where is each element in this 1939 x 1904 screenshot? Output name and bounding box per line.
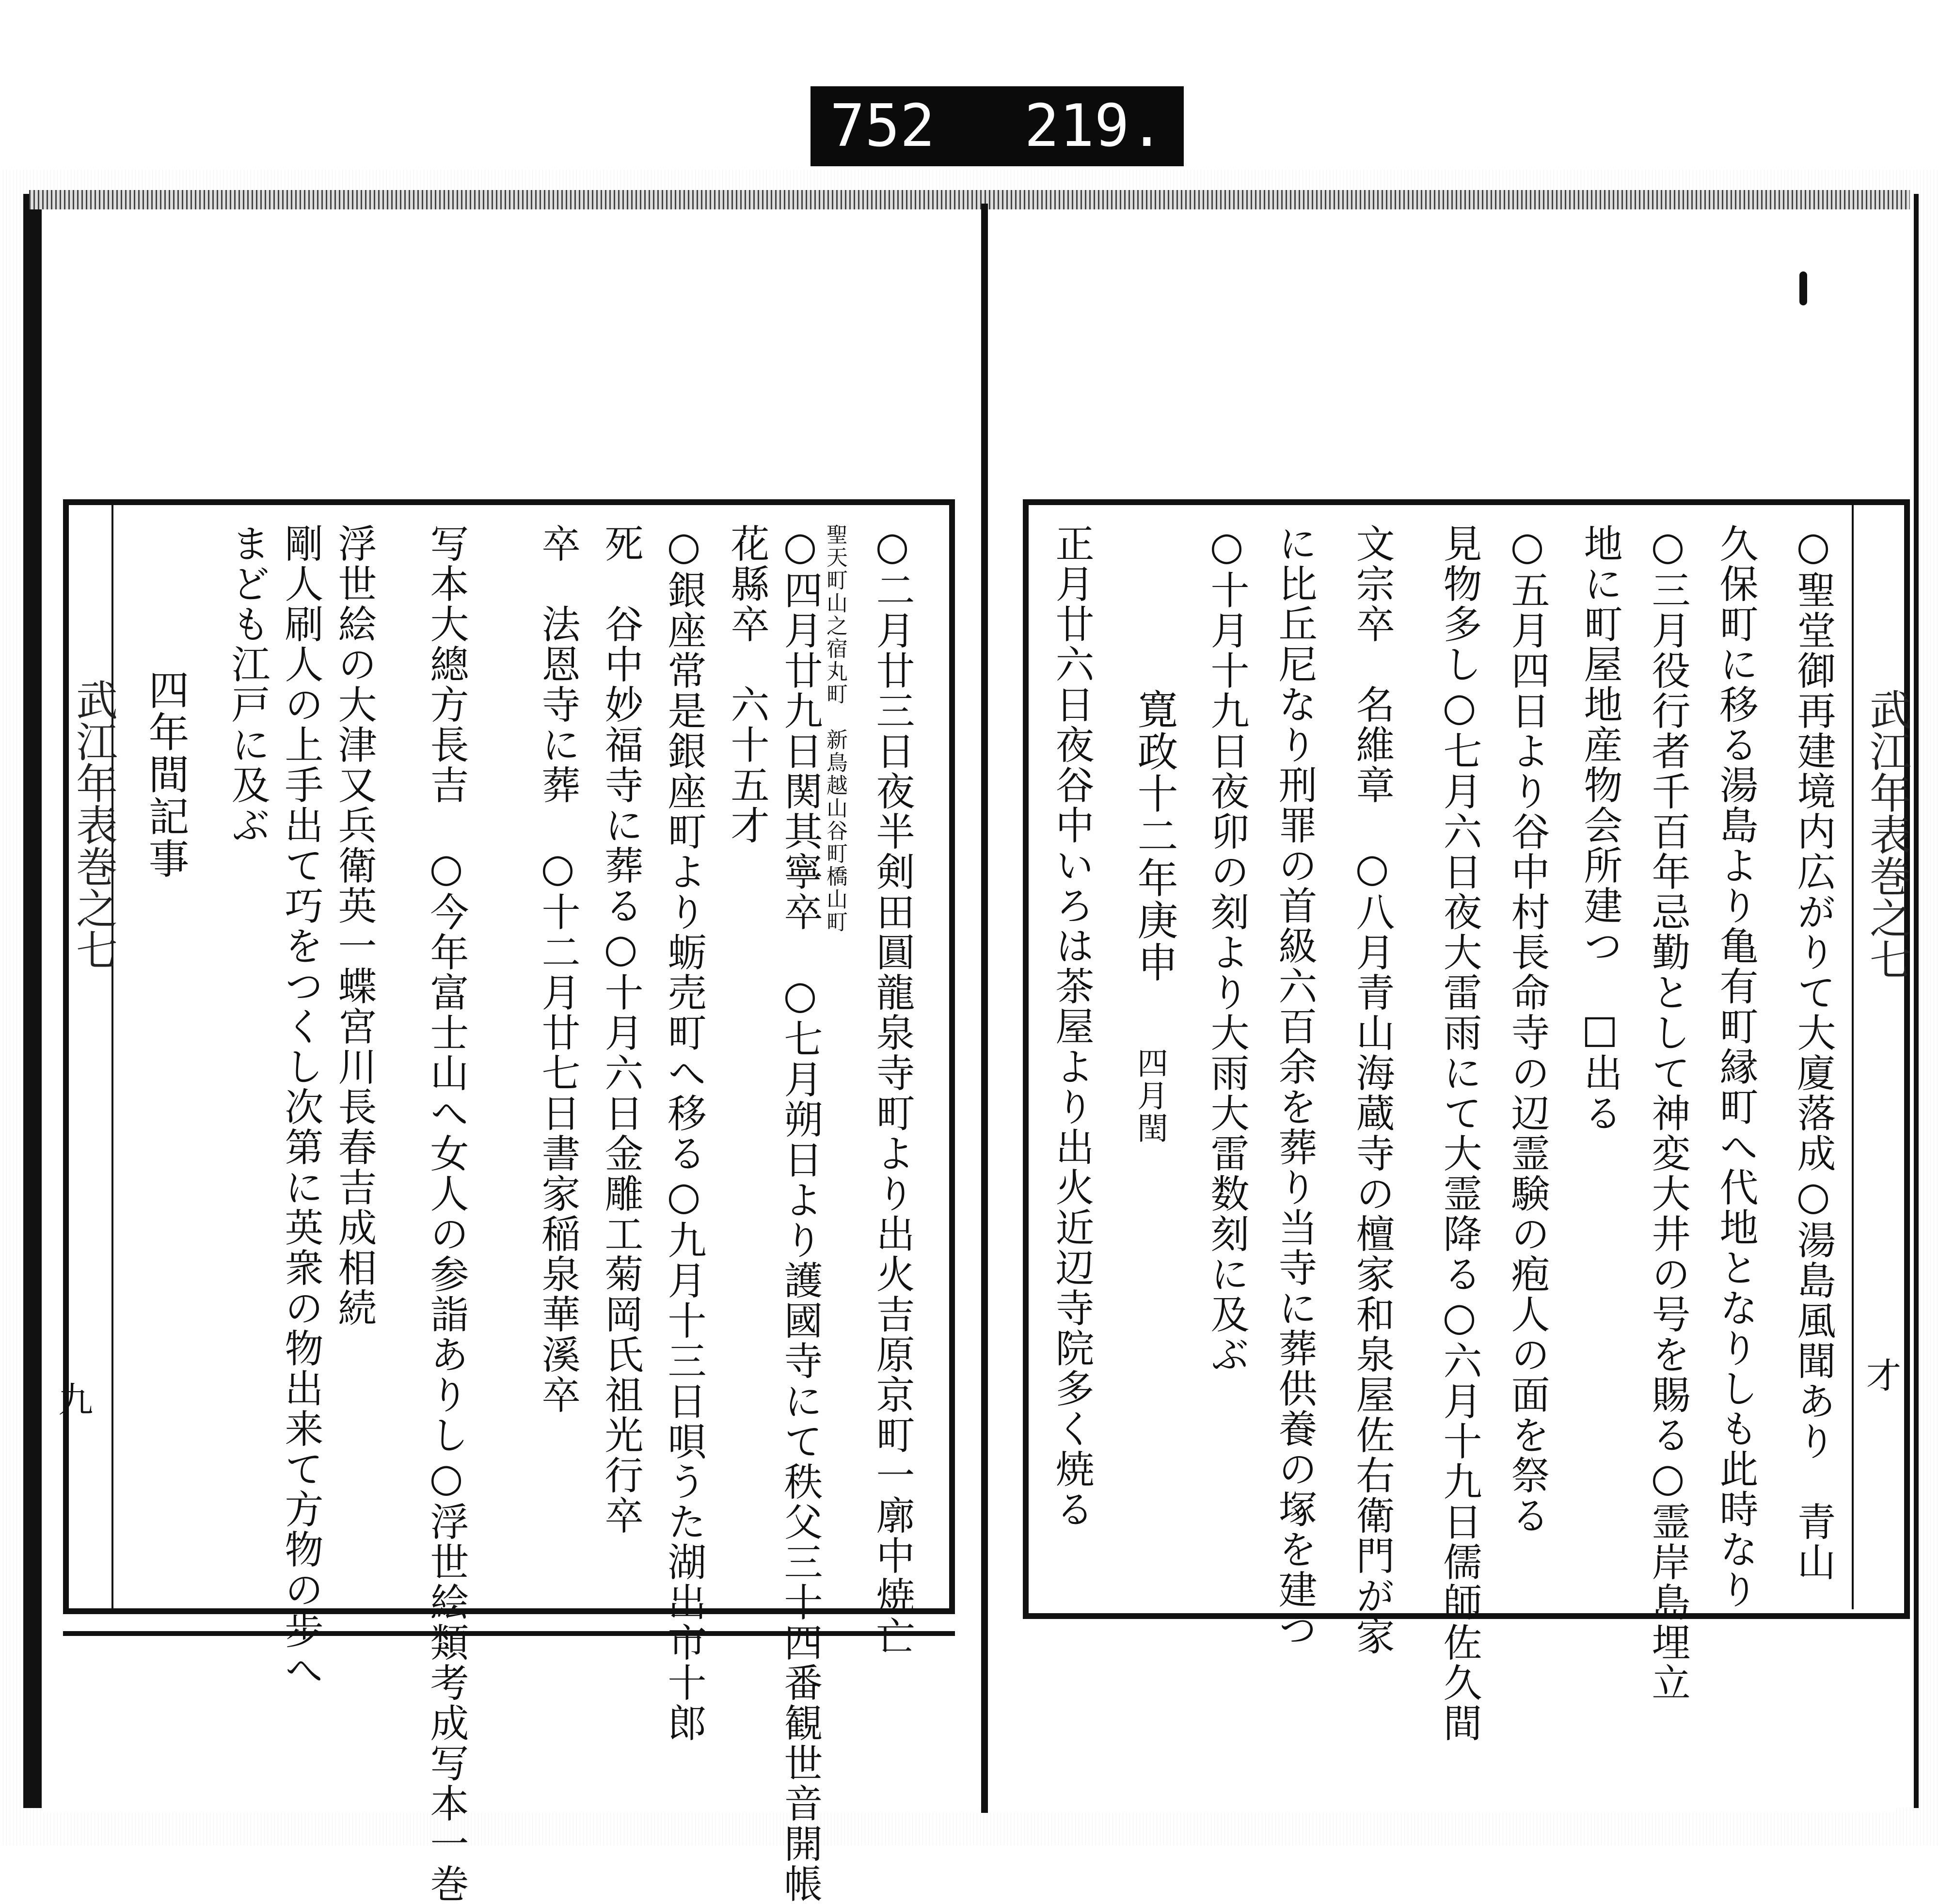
right-era-heading: 寛政十二年庚申 [1131,688,1178,984]
left-col-2: 聖天町山之宿丸町 新鳥越山谷町橋山町 [823,524,847,934]
left-col-3: ○四月廿九日関其寧卒 ○七月朔日より護國寺にて秩父三十四番観世音開帳 [778,524,823,1904]
left-col-11: まども江戸に及ぶ [225,524,270,845]
left-col-9: 浮世絵の大津又兵衛英一蝶宮川長春吉成相続 [332,524,377,1328]
call-number-label [811,86,1184,166]
left-col-4: 花縣卒 六十五才 [724,524,769,845]
left-section-heading: 四年間記事 [142,669,190,880]
call-number-right: 219. [1024,93,1164,160]
right-inner-rule [1852,504,1854,1609]
right-col-9: ○十月十九日夜卯の刻より大雨大雷数刻に及ぶ [1204,524,1249,1375]
right-era-note: 四月閏 [1132,1047,1168,1144]
left-col-10: 剛人刷人の上手出て巧をつくし次第に英衆の物出来て方物の步へ [278,524,323,1690]
ink-mark [1799,271,1807,305]
right-top-rule [1871,499,1905,504]
right-col-3: ○三月役行者千百年忌勤として神変大井の号を賜る○霊岸島埋立 [1645,524,1690,1703]
right-col-2: 久保町に移る湯島より亀有町縁町へ代地となりしも此時なり [1713,524,1758,1610]
right-col-8: に比丘尼なり刑罪の首級六百余を葬り当寺に葬供養の塚を建つ [1272,524,1317,1650]
left-col-1: ○二月廿三日夜半剣田圓龍泉寺町より出火吉原京町一廓中焼亡 [870,524,915,1656]
right-col-7: 文宗卒 名維章 ○八月青山海蔵寺の檀家和泉屋佐右衛門が家 [1350,524,1395,1656]
right-col-10: 正月廿六日夜谷中いろは茶屋より出火近辺寺院多く焼る [1049,524,1094,1529]
right-spine-title: 武江年表巻之七 [1862,688,1911,980]
call-number-left: 752 [830,93,935,160]
right-col-1: ○聖堂御再建境内広がりて大廈落成○湯島風聞あり 青山 [1791,524,1836,1582]
right-col-5: ○五月四日より谷中村長命寺の辺霊験の疱人の面を祭る [1505,524,1550,1536]
left-spine-title: 武江年表巻之七 [69,679,117,970]
right-col-6: 見物多し○七月六日夜大雷雨にて大霊降る○六月十九日儒師佐久間 [1437,524,1482,1743]
left-col-6: 死 谷中妙福寺に葬る○十月六日金雕工菊岡氏祖光行卒 [598,524,643,1536]
left-col-8: 写本大總方長吉 ○今年富士山へ女人の参詣ありし○浮世絵類考成写本一巻 [424,524,469,1904]
book-top-edge [29,190,1910,209]
right-col-4: 地に町屋地産物会所建つ □出る [1577,524,1622,1133]
left-col-5: ○銀座常是銀座町より蛎売町へ移る○九月十三日唄うた湖出市十郎 [661,524,706,1743]
book-gutter [981,204,988,1813]
right-folio: 才 [1866,1355,1902,1396]
left-col-7: 卒 法恩寺に葬 ○十二月廿七日書家稲泉華溪卒 [535,524,580,1415]
left-folio: 九 [58,1380,94,1420]
left-inner-rule [111,504,113,1609]
